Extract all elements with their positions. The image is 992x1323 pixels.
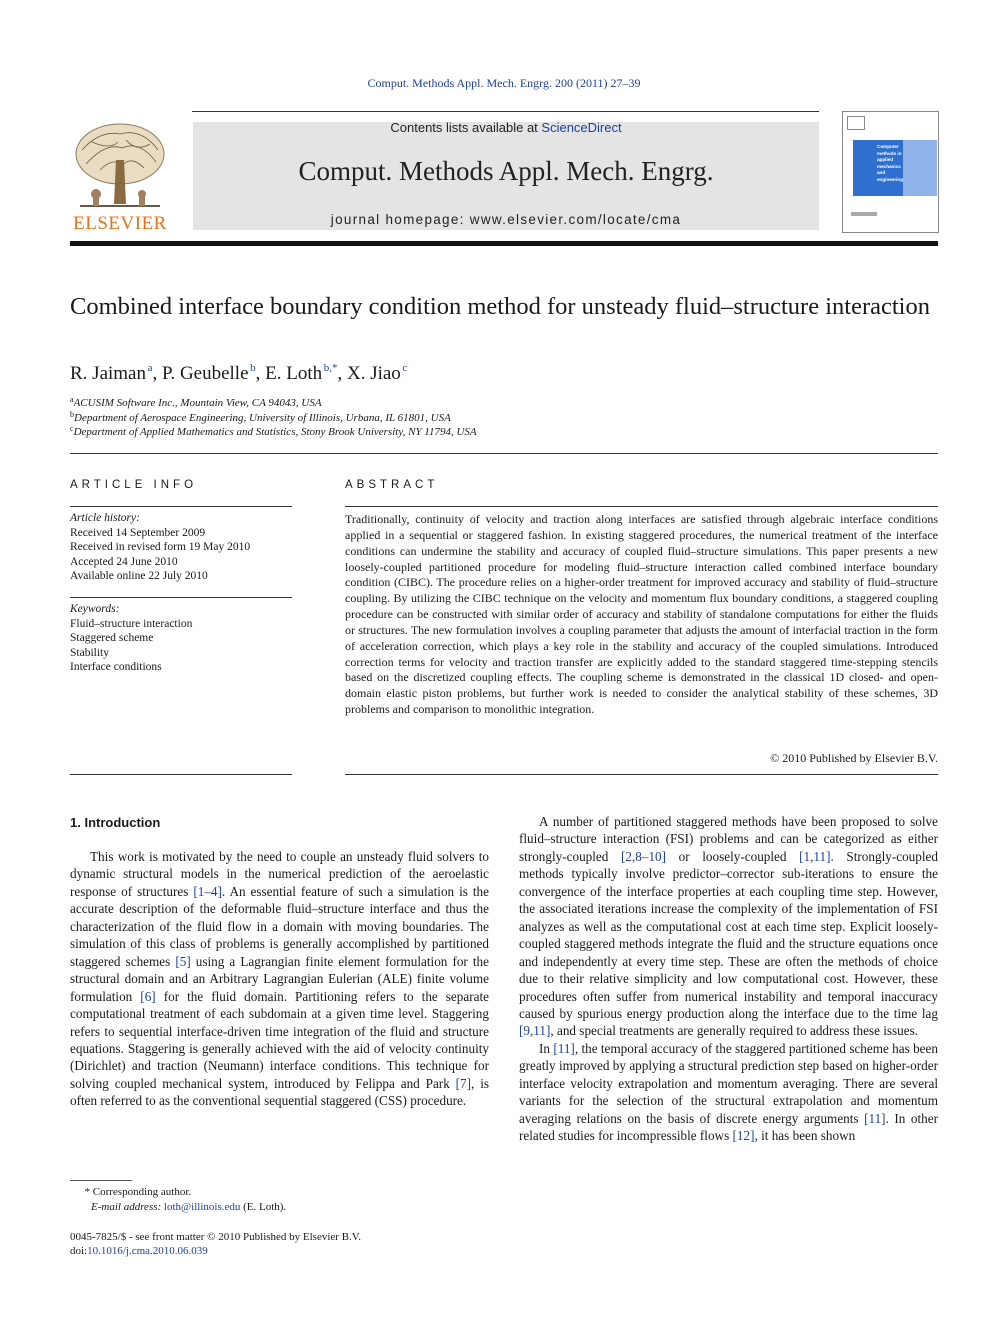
- journal-homepage: [193, 212, 819, 227]
- keyword: Fluid–structure interaction: [70, 617, 193, 630]
- cover-blue-right: [903, 140, 937, 196]
- keywords-rule: [70, 597, 292, 598]
- abstract-text: Traditionally, continuity of velocity and traction along interfaces are satisfied through algebraic interface conditions applied in a sequential or staggered fashion. In existing staggered procedures, the numerical treatment of the interface conditions can undermine the stability and accuracy of coupled fluid–structure simulations. This paper presents a new loosely-coupled partitioned procedure for modeling fluid–structure interaction called combined interface boundary condition (CIBC). The procedure relies on a higher-order treatment for improved accuracy and stability of fluid–structure coupling. By utilizing the CIBC technique on the velocity and momentum flux boundary conditions, a staggered coupling procedure can be constructed with similar order of accuracy and stability of standalone computations for either the fluids or structures. The new formulation involves a coupling parameter that adjusts the amount of interfacial traction in the form of acceleration correction, which plays a key role in the stability and accuracy of the coupled simulations. Introduced correction terms for velocity and traction transfer are explicitly added to the standard staggered time-stepping stencils based on the discretized coupling effects. The coupling scheme is demonstrated in the classical 1D closed- and open-domain elastic piston problems, but further work is needed to consider the analytical stability of these schemes, 3D problems and comparison to monolithic integration.: [345, 512, 938, 717]
- affiliation-text: Department of Applied Mathematics and Statistics, Stony Brook University, NY 11794, USA: [73, 426, 477, 438]
- reference-link[interactable]: [12]: [732, 1128, 755, 1144]
- elsevier-tree-icon: [70, 120, 170, 212]
- contents-line: [193, 120, 819, 135]
- affiliation: [70, 395, 322, 409]
- corresponding-footnote: [70, 1186, 191, 1198]
- keywords: [70, 602, 192, 675]
- front-matter-divider: [70, 453, 938, 454]
- email-link[interactable]: loth@illinois.edu: [163, 1201, 241, 1213]
- author-affiliation-mark[interactable]: b,*: [323, 362, 338, 374]
- author-separator: ,: [337, 363, 347, 384]
- history-item: Received in revised form 19 May 2010: [70, 541, 251, 553]
- abstract-bottom-rule: [345, 774, 938, 775]
- author-affiliation-mark[interactable]: c: [402, 362, 408, 374]
- article-title: Combined interface boundary condition method for unsteady fluid–structure interaction: [70, 293, 930, 320]
- section-heading: 1. Introduction: [70, 815, 161, 830]
- intro-paragraph: A number of partitioned staggered methods have been proposed to solve fluid–structure interaction (FSI) problems and can be categorized as either strongly-coupled [2,8–10] or loosely-coupled [1,11]. Strongly-coupled methods typically involve predictor–corrector sub-iterations to ensure the convergence of the interface properties at each coupling time step. However, the associated iterations increase the complexity of the implementation of FSI analyzes as well as the computational cost at each time step. Explicit loosely-coupled staggered methods integrate the fluid and the structure equations once and independently at every time step. These are often the methods of choice due to their relative simplicity and low computational cost. However, these procedures often suffer from numerical instability and temporal inaccuracy caused by spurious energy production along the interface due to the time lag [9,11], and special treatments are generally required to address these issues.: [519, 814, 938, 1039]
- cover-title: Computer methods in applied mechanics and engineering: [877, 144, 904, 182]
- author-separator: ,: [152, 363, 162, 384]
- history-item: Accepted 24 June 2010: [70, 555, 178, 568]
- history-item: Available online 22 July 2010: [70, 570, 208, 582]
- corresponding-label: Corresponding author.: [92, 1186, 192, 1198]
- email-footnote: [91, 1201, 286, 1213]
- journal-name: Comput. Methods Appl. Mech. Engrg.: [298, 156, 714, 186]
- affiliation: [70, 424, 477, 438]
- history-item: Received 14 September 2009: [70, 526, 206, 539]
- journal-citation[interactable]: Comput. Methods Appl. Mech. Engrg. 200 (2011) 27–39: [367, 76, 641, 90]
- reference-link[interactable]: [1,11]: [799, 848, 831, 864]
- elsevier-logo[interactable]: [70, 120, 170, 232]
- elsevier-wordmark: ELSEVIER: [73, 213, 167, 234]
- author-separator: ,: [255, 363, 266, 384]
- reference-link[interactable]: [11]: [864, 1110, 886, 1126]
- right-column: [519, 813, 938, 1145]
- copyright-notice: © 2010 Published by Elsevier B.V.: [770, 751, 938, 765]
- email-label: E-mail address:: [91, 1201, 162, 1213]
- reference-link[interactable]: [9,11]: [519, 1023, 551, 1039]
- reference-link[interactable]: [5]: [175, 953, 191, 969]
- article-info-bottom-rule: [70, 774, 292, 775]
- header-top-rule: [192, 111, 819, 112]
- journal-cover-thumbnail[interactable]: [842, 111, 939, 233]
- history-label: Article history:: [70, 512, 140, 524]
- abstract-rule: [345, 506, 938, 507]
- reference-link[interactable]: [2,8–10]: [620, 848, 667, 864]
- affiliation-mark: a: [70, 395, 74, 404]
- intro-paragraph: This work is motivated by the need to couple an unsteady fluid solvers to dynamic structural models in the numerical prediction of the aeroelastic response of structures [1–4]. An essential feature of such a simulation is the accurate description of the deformable fluid–structure interface and thus the characterization of the fluid flow in a domain with moving boundaries. The simulation of this class of problems is generally accomplished by partitioned staggered schemes [5] using a Lagrangian finite element formulation for the structural domain and an Arbitrary Lagrangian Eulerian (ALE) finite volume formulation [6] for the fluid domain. Partitioning refers to the separate computational treatment of each subdomain at a given time level. Staggering refers to sequential interface-driven time integration of the fluid and structure equations. Staggering is generally achieved with the aid of velocity continuity (Dirichlet) and traction (Neumann) interface conditions. This technique for solving coupled mechanical system, introduced by Felippa and Park [7], is often referred to as the conventional sequential staggered (CSS) procedure.: [70, 849, 490, 1109]
- homepage-prefix: journal homepage:: [330, 212, 470, 227]
- affiliation-mark: b: [70, 410, 74, 419]
- author-affiliation-mark[interactable]: b: [250, 362, 256, 374]
- cover-top-strip: [847, 116, 865, 130]
- keywords-label: Keywords:: [70, 603, 120, 615]
- cover-logo-line: [851, 212, 877, 216]
- article-info-heading: ARTICLE INFO: [70, 479, 198, 491]
- affiliation-text: Department of Aerospace Engineering, University of Illinois, Urbana, IL 61801, USA: [74, 412, 451, 424]
- issn-line: 0045-7825/$ - see front matter © 2010 Published by Elsevier B.V.: [70, 1231, 362, 1243]
- author-name: E. Loth: [265, 363, 323, 384]
- author-affiliation-mark[interactable]: a: [147, 362, 153, 374]
- affiliation-text: ACUSIM Software Inc., Mountain View, CA 94043, USA: [73, 397, 322, 409]
- reference-link[interactable]: [7]: [455, 1075, 472, 1091]
- email-suffix: (E. Loth).: [240, 1201, 287, 1213]
- intro-paragraph: In [11], the temporal accuracy of the staggered partitioned scheme has been greatly improved by applying a structural prediction step based on higher-order interface velocity extrapolation and momentum averaging. There are several variants for the selection of the structural extrapolation and momentum averaging relations on the basis of discrete energy arguments [11]. In other related studies for incompressible flows [12], it has been shown: [519, 1040, 938, 1144]
- doi-line: [70, 1245, 208, 1257]
- header-bottom-rule: [70, 241, 938, 246]
- homepage-url[interactable]: www.elsevier.com/locate/cma: [469, 212, 682, 227]
- contents-prefix: Contents lists available at: [390, 120, 542, 135]
- doi-prefix: doi:: [70, 1245, 88, 1257]
- left-column: [70, 848, 489, 1110]
- author-list: [70, 362, 407, 385]
- reference-link[interactable]: [6]: [140, 988, 156, 1004]
- keyword: Interface conditions: [70, 661, 162, 673]
- author-name: X. Jiao: [346, 363, 401, 384]
- affiliation-mark: c: [70, 424, 74, 433]
- footnote-mark: *: [84, 1186, 90, 1198]
- reference-link[interactable]: [1–4]: [193, 883, 222, 899]
- keyword: Staggered scheme: [70, 632, 154, 644]
- abstract-heading: ABSTRACT: [345, 479, 439, 491]
- footnote-rule: [70, 1180, 132, 1181]
- doi-link[interactable]: 10.1016/j.cma.2010.06.039: [87, 1245, 208, 1257]
- article-info-rule: [70, 506, 292, 507]
- author-name: P. Geubelle: [161, 363, 249, 384]
- affiliation: [70, 410, 451, 424]
- reference-link[interactable]: [11]: [553, 1040, 575, 1056]
- article-history: [70, 511, 250, 584]
- keyword: Stability: [70, 646, 109, 659]
- author-name: R. Jaiman: [70, 363, 146, 384]
- sciencedirect-link[interactable]: ScienceDirect: [541, 120, 622, 135]
